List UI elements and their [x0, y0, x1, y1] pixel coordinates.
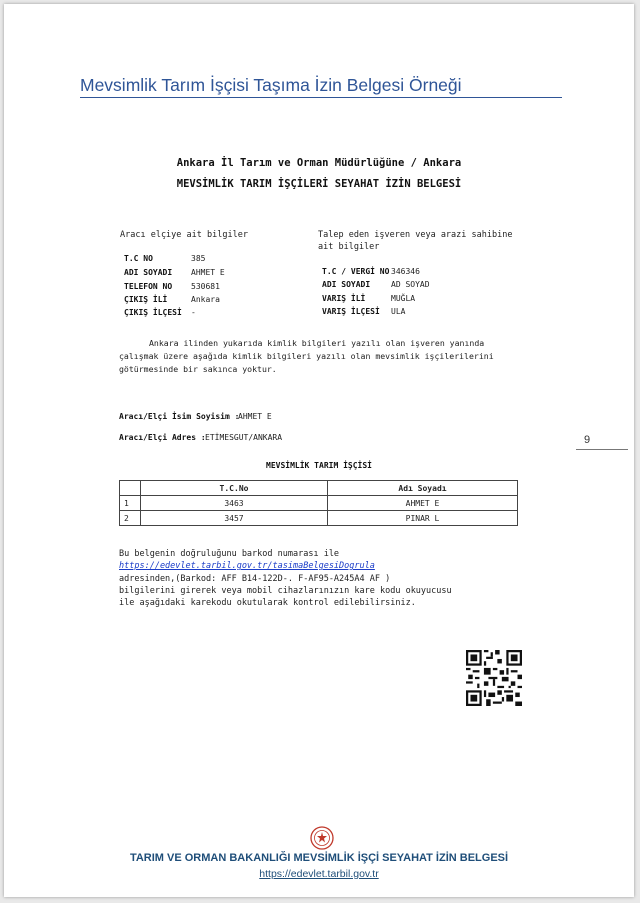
- document-title: MEVSİMLİK TARIM İŞÇİLERİ SEYAHAT İZİN BELGESİ: [176, 178, 462, 190]
- column-header: T.C.No: [141, 481, 328, 496]
- field-label: T.C / VERGİ NO: [322, 267, 390, 276]
- workers-title: MEVSİMLİK TARIM İŞÇİSİ: [266, 461, 372, 470]
- field-label: ADI SOYADI: [322, 280, 371, 289]
- row-name: AHMET E: [328, 496, 518, 511]
- field-value: AHMET E: [191, 268, 225, 277]
- verify-line: adresinden,(Barkod: AFF B14-122D-. F-AF95-A245A4 AF ): [119, 574, 391, 584]
- agent-info-heading: Aracı elçiye ait bilgiler: [120, 230, 248, 240]
- row-number: 1: [120, 496, 141, 511]
- workers-table: [119, 480, 518, 526]
- field-value: -: [191, 308, 196, 317]
- row-tc: 3457: [141, 511, 328, 526]
- field-value: ULA: [391, 307, 406, 316]
- verify-link[interactable]: https://edevlet.tarbil.gov.tr/tasimaBelgesiDogrula: [119, 561, 375, 571]
- field-label: T.C NO: [124, 254, 153, 263]
- field-value: 346346: [391, 267, 420, 276]
- field-label: ÇIKIŞ İLİ: [124, 295, 168, 304]
- footer-title: TARIM VE ORMAN BAKANLIĞI MEVSİMLİK İŞÇİ SEYAHAT İZİN BELGESİ: [129, 852, 509, 864]
- employer-info-heading-line2: ait bilgiler: [318, 242, 380, 252]
- verify-line: bilgilerini girerek veya mobil cihazlarınızın kare kodu okuyucusu: [119, 586, 452, 596]
- table-header-row: [120, 481, 518, 496]
- column-header: Adı Soyadı: [328, 481, 518, 496]
- column-header: [120, 481, 141, 496]
- row-tc: 3463: [141, 496, 328, 511]
- employer-info-heading-line1: Talep eden işveren veya arazi sahibine: [318, 230, 513, 240]
- agent-name-value: AHMET E: [238, 412, 272, 421]
- row-name: PINAR L: [328, 511, 518, 526]
- field-label: VARIŞ İLÇESİ: [322, 307, 380, 316]
- page-number: 9: [584, 434, 591, 446]
- field-label: ADI SOYADI: [124, 268, 173, 277]
- document-page: [4, 4, 634, 897]
- table-row: [120, 511, 518, 526]
- qr-code-icon: [466, 650, 522, 706]
- footer-link[interactable]: https://edevlet.tarbil.gov.tr: [259, 868, 379, 880]
- table-row: [120, 496, 518, 511]
- verify-line: ile aşağıdaki karekodu okutularak kontrol edilebilirsiniz.: [119, 598, 416, 608]
- field-label: ÇIKIŞ İLÇESİ: [124, 308, 182, 317]
- page-number-rule: [576, 449, 628, 450]
- field-value: AD SOYAD: [391, 280, 430, 289]
- page-title: Mevsimlik Tarım İşçisi Taşıma İzin Belgesi Örneği: [80, 75, 462, 95]
- field-label: VARIŞ İLİ: [322, 294, 366, 303]
- agent-address-label: Aracı/Elçi Adres :: [119, 433, 206, 442]
- field-label: TELEFON NO: [124, 282, 173, 291]
- agent-address-value: ETİMESGUT/ANKARA: [205, 433, 283, 442]
- field-value: 385: [191, 254, 206, 263]
- field-value: 530681: [191, 282, 220, 291]
- field-value: MUĞLA: [391, 294, 416, 303]
- agent-name-label: Aracı/Elçi İsim Soyisim :: [119, 412, 240, 421]
- row-number: 2: [120, 511, 141, 526]
- title-underline: [80, 97, 562, 98]
- verify-line: Bu belgenin doğruluğunu barkod numarası ile: [119, 549, 340, 559]
- field-value: Ankara: [191, 295, 220, 304]
- permission-paragraph: Ankara ilinden yukarıda kimlik bilgileri yazılı olan işveren yanında çalışmak üzere aşağıda kimlik bilgileri yazılı olan mevsimlik işçilerilerini götürmesinde bir sakınca yoktur.: [119, 338, 494, 374]
- authority-heading: Ankara İl Tarım ve Orman Müdürlüğüne / Ankara: [176, 157, 462, 169]
- ministry-seal-icon: [310, 826, 334, 850]
